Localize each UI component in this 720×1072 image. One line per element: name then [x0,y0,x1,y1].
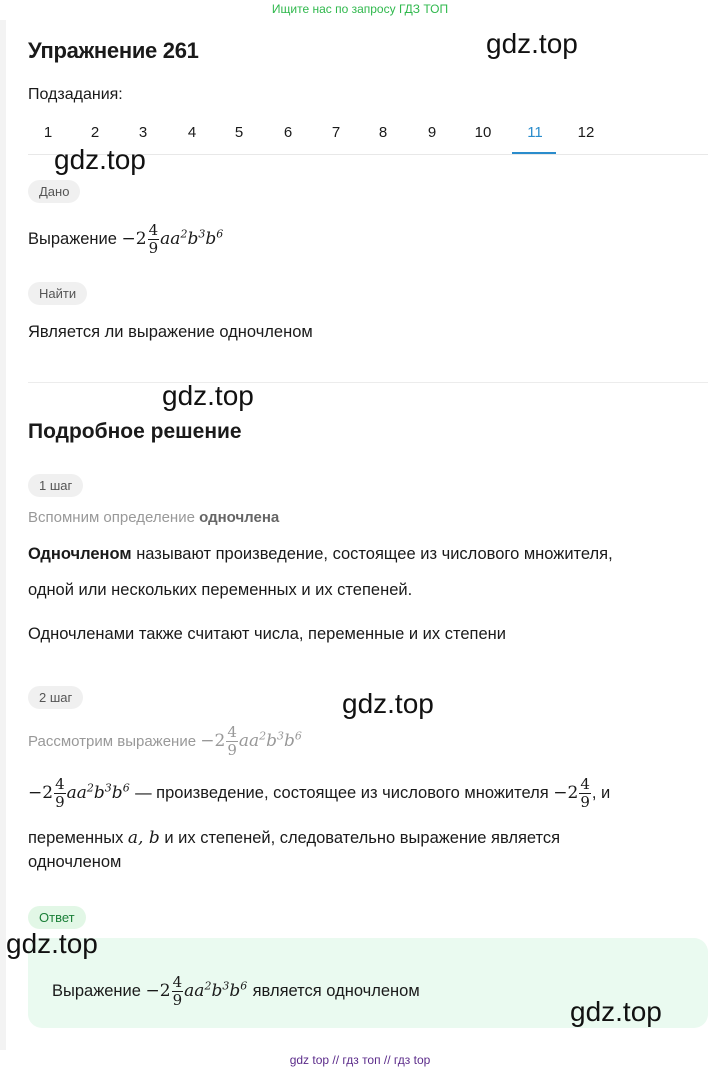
section-divider [28,382,708,383]
find-text: Является ли выражение одночленом [28,323,313,341]
watermark-4: gdz.top [342,688,434,719]
subtasks-label: Подзадания: [28,86,123,103]
tab-12[interactable]: 12 [577,124,595,141]
top-banner: Ищите нас по запросу ГДЗ ТОП [271,2,449,16]
given-chip: Дано [28,180,80,203]
step-1-note: Одночленами также считают числа, переменные и их степени [28,625,506,643]
given-prefix: Выражение [28,230,117,248]
tab-8[interactable]: 8 [378,124,388,141]
step-1-definition-line2: одной или нескольких переменных и их степеней. [28,581,413,599]
given-text [28,222,223,257]
step-2-line3: одночленом [28,853,122,871]
watermark-6: gdz.top [570,996,662,1027]
step-1-definition-line1: Одночленом называют произведение, состоящее из числового множителя, [28,545,613,563]
tab-3[interactable]: 3 [138,124,148,141]
answer-chip: Ответ [28,906,86,929]
step-2-hint: Рассмотрим выражение −2 $\frac{4}{9}$ $aa^2b^3b^6$ [28,723,302,759]
step-2-line1: −2 $\frac{4}{9}$ $aa^2b^3b^6$ — произведение, состоящее из числового множителя −2 $\frac{4}{9}$ , и [28,775,611,811]
active-tab-indicator [512,152,556,154]
given-expression: −2 $\frac{4}{9}$ $aa^2b^3b^6$ [121,221,224,257]
tab-5[interactable]: 5 [234,124,244,141]
tab-9[interactable]: 9 [427,124,437,141]
find-chip: Найти [28,282,87,305]
tab-4[interactable]: 4 [187,124,197,141]
tab-7[interactable]: 7 [331,124,341,141]
watermark-1: gdz.top [486,28,578,59]
watermark-3: gdz.top [162,380,254,411]
watermark-2: gdz.top [54,144,146,175]
footer-links: gdz top // гдз топ // гдз top [289,1053,431,1067]
tab-11[interactable]: 11 [527,124,543,141]
step-2-line2: переменных a, b и их степеней, следовательно выражение является [28,828,561,848]
tab-2[interactable]: 2 [90,124,100,141]
tab-1[interactable]: 1 [43,124,53,141]
step-2-chip: 2 шаг [28,686,83,709]
step-1-hint: Вспомним определение одночлена [28,509,280,526]
tab-10[interactable]: 10 [474,124,492,141]
page-title: Упражнение 261 [28,38,199,63]
tab-6[interactable]: 6 [283,124,293,141]
watermark-5: gdz.top [6,928,98,959]
answer-text: Выражение −2 $\frac{4}{9}$ $aa^2b^3b^6$ является одночленом [52,973,420,1009]
solution-title: Подробное решение [28,420,242,443]
step-1-chip: 1 шаг [28,474,83,497]
